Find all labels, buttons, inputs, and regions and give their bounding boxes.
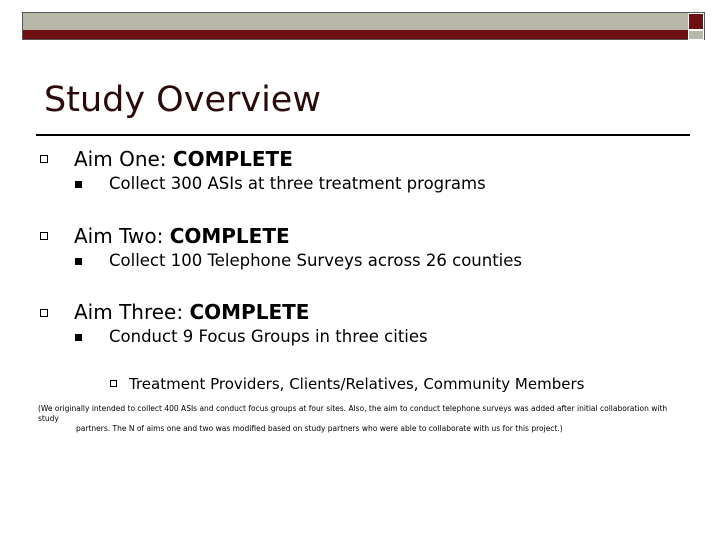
aim-three-label: Aim Three: [74,300,184,324]
bullet-filled-square-icon [75,334,82,341]
aim-three-status: COMPLETE [189,300,310,324]
bullet-filled-square-icon [75,258,82,265]
header-square-top [688,13,704,30]
header-band [22,12,705,40]
sub-bullet-hollow-square-icon [110,380,117,387]
bullet-hollow-square-icon [40,155,48,163]
footnote-line-2: partners. The N of aims one and two was modified based on study partners who were able to collaborate with us for this project.) [76,424,563,433]
bullet-hollow-square-icon [40,309,48,317]
aim-three-detail: Conduct 9 Focus Groups in three cities [109,327,428,346]
title-divider [36,134,690,136]
aim-one-label: Aim One: [74,147,167,171]
aim-one [74,147,293,171]
aim-one-status: COMPLETE [172,147,293,171]
aim-three-sub-detail: Treatment Providers, Clients/Relatives, Community Members [129,375,585,393]
aim-one-detail: Collect 300 ASIs at three treatment programs [109,174,486,193]
aim-two-label: Aim Two: [74,224,164,248]
aim-two-status: COMPLETE [169,224,290,248]
bullet-hollow-square-icon [40,232,48,240]
slide-title: Study Overview [44,80,321,120]
aim-two-detail: Collect 100 Telephone Surveys across 26 counties [109,251,522,270]
footnote-line-1: (We originally intended to collect 400 ASIs and conduct focus groups at four sites. Also, the aim to conduct telephone surveys was added after initial collaboration with study [38,404,668,423]
aim-three [74,300,309,324]
aim-two [74,224,290,248]
footnote [38,404,686,434]
header-square-bottom [688,30,704,40]
bullet-filled-square-icon [75,181,82,188]
